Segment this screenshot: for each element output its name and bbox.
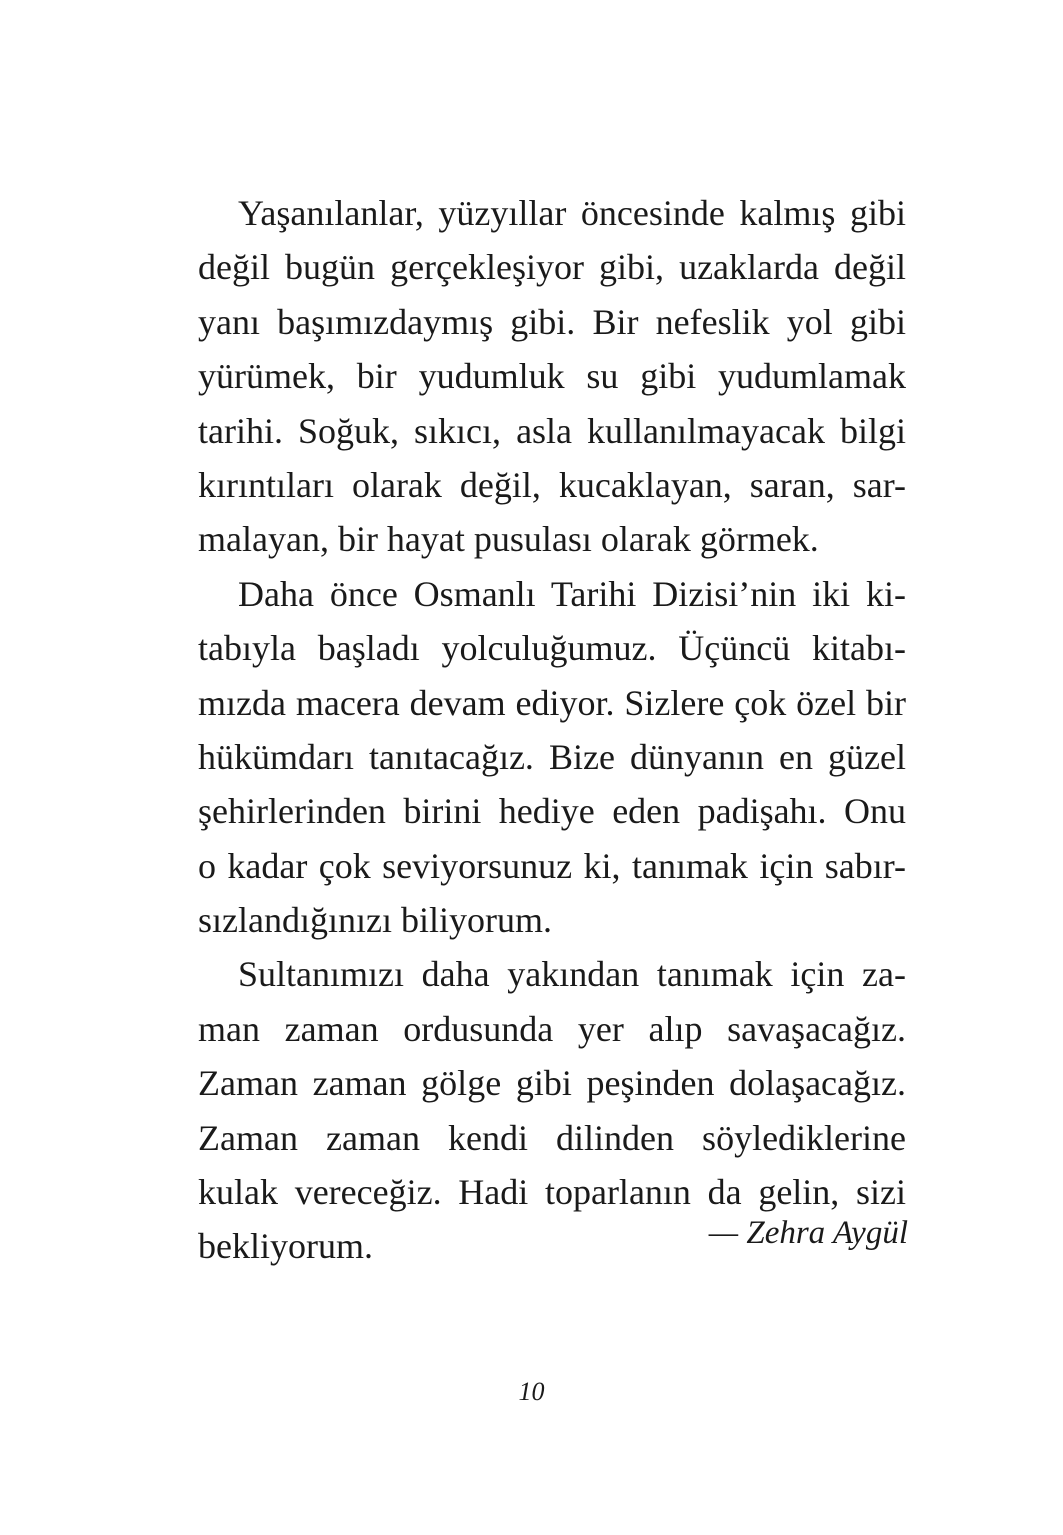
text-line: malayan, bir hayat pusulası olarak görmek. bbox=[198, 519, 819, 560]
text-line: tarihi. Soğuk, sıkıcı, asla kullanılmayacak bilgi bbox=[198, 410, 906, 451]
text-line: yürümek, bir yudumluk su gibi yudumlamak bbox=[198, 356, 906, 397]
text-line: Sultanımızı daha yakından tanımak için za- bbox=[238, 954, 906, 995]
text-line: değil bugün gerçekleşiyor gibi, uzaklarda değil bbox=[198, 247, 906, 288]
paragraph-2 bbox=[198, 567, 906, 948]
text-line: Zaman zaman gölge gibi peşinden dolaşacağız. bbox=[198, 1063, 906, 1104]
text-line: kulak vereceğiz. Hadi toparlanın da gelin, sizi bbox=[198, 1172, 906, 1213]
text-line: hükümdarı tanıtacağız. Bize dünyanın en güzel bbox=[198, 736, 906, 777]
text-line: Yaşanılanlar, yüzyıllar öncesinde kalmış gibi bbox=[238, 193, 906, 233]
body-text bbox=[198, 186, 906, 1274]
text-line: man zaman ordusunda yer alıp savaşacağız. bbox=[198, 1008, 906, 1049]
text-line: şehirlerinden birini hediye eden padişahı. Onu bbox=[198, 791, 906, 832]
text-line: Daha önce Osmanlı Tarihi Dizisi’nin iki ki- bbox=[238, 573, 906, 614]
text-line: yanı başımızdaymış gibi. Bir nefeslik yol gibi bbox=[198, 301, 906, 342]
paragraph-1 bbox=[198, 186, 906, 567]
text-line: Zaman zaman kendi dilinden söylediklerine bbox=[198, 1117, 906, 1158]
text-line: bekliyorum. bbox=[198, 1226, 373, 1267]
page-number: 10 bbox=[518, 1377, 545, 1406]
author-signature: — Zehra Aygül bbox=[708, 1215, 908, 1251]
text-line: kırıntıları olarak değil, kucaklayan, saran, sar- bbox=[198, 464, 906, 505]
text-line: mızda macera devam ediyor. Sizlere çok özel bir bbox=[198, 682, 906, 723]
text-line: o kadar çok seviyorsunuz ki, tanımak için sabır- bbox=[198, 845, 906, 886]
text-line: sızlandığınızı biliyorum. bbox=[198, 900, 552, 941]
text-line: tabıyla başladı yolculuğumuz. Üçüncü kitabı- bbox=[198, 628, 906, 669]
